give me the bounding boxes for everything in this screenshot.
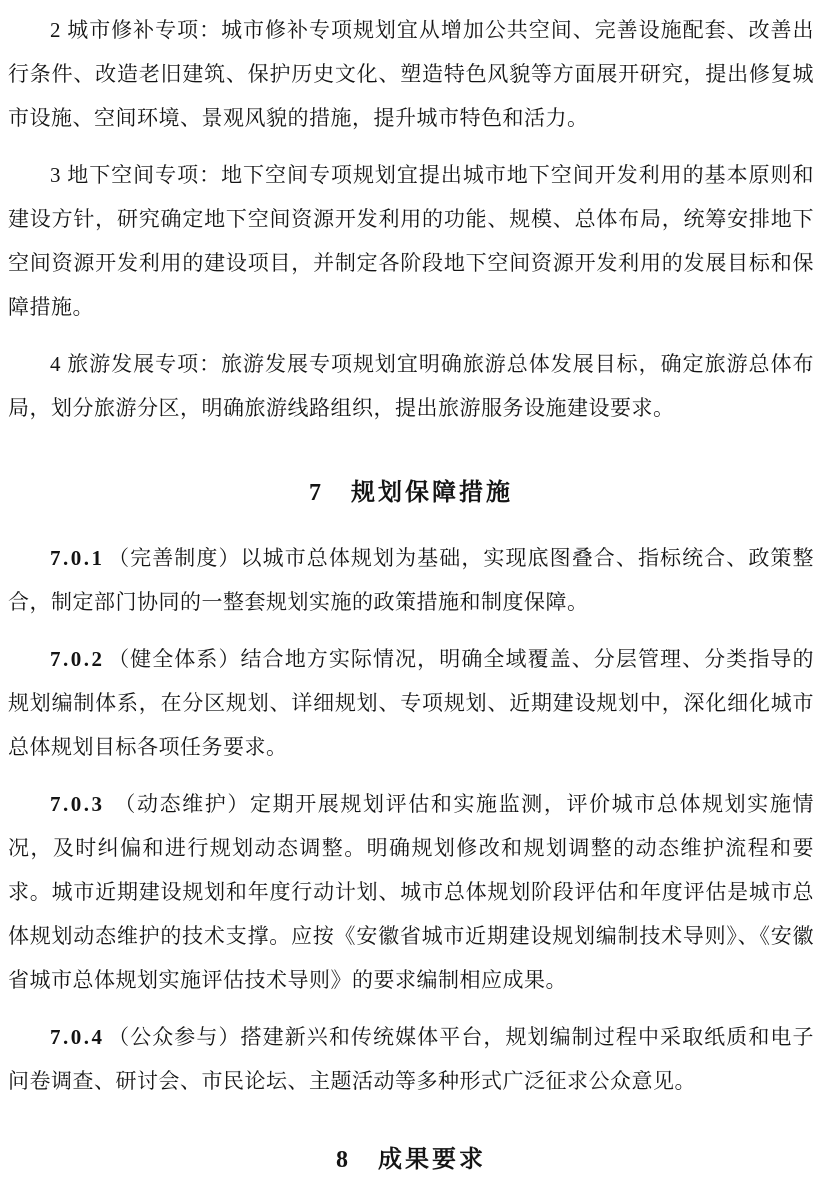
clause-7-0-3-text: （动态维护）定期开展规划评估和实施监测，评价城市总体规划实施情况，及时纠偏和进行规划动态调整。明确规划修改和规划调整的动态维护流程和要求。城市近期建设规划和年度行动计划、城市总体规划阶段评估和年度评估是城市总体规划动态维护的技术支撑。应按《安徽省城市近期建设规划编制技术导则》、《安徽省城市总体规划实施评估技术导则》的要求编制相应成果。 [8, 792, 814, 992]
clause-7-0-4-text: （公众参与）搭建新兴和传统媒体平台，规划编制过程中采取纸质和电子问卷调查、研讨会、市民论坛、主题活动等多种形式广泛征求公众意见。 [8, 1025, 814, 1093]
clause-7-0-2-text: （健全体系）结合地方实际情况，明确全域覆盖、分层管理、分类指导的规划编制体系，在分区规划、详细规划、专项规划、近期建设规划中，深化细化城市总体规划目标各项任务要求。 [8, 647, 814, 759]
paragraph-city-repair-special: 2 城市修补专项：城市修补专项规划宜从增加公共空间、完善设施配套、改善出行条件、改造老旧建筑、保护历史文化、塑造特色风貌等方面展开研究，提出修复城市设施、空间环境、景观风貌的措施，提升城市特色和活力。 [8, 18, 814, 130]
clause-7-0-4-number: 7.0.4 [50, 1025, 105, 1049]
clause-7-0-3-number: 7.0.3 [50, 792, 105, 816]
clause-7-0-4 [8, 1015, 814, 1103]
paragraph-underground-space-special: 3 地下空间专项：地下空间专项规划宜提出城市地下空间开发利用的基本原则和建设方针，研究确定地下空间资源开发利用的功能、规模、总体布局，统筹安排地下空间资源开发利用的建设项目，并制定各阶段地下空间资源开发利用的发展目标和保障措施。 [8, 163, 814, 319]
clause-7-0-1-number: 7.0.1 [50, 546, 105, 570]
clause-7-0-2-number: 7.0.2 [50, 647, 105, 671]
paragraph-tourism-development-special: 4 旅游发展专项：旅游发展专项规划宜明确旅游总体发展目标，确定旅游总体布局，划分旅游分区，明确旅游线路组织，提出旅游服务设施建设要求。 [8, 352, 814, 420]
heading-chapter-8-deliverable-requirements: 8 成果要求 [336, 1147, 486, 1173]
clause-7-0-1-text: （完善制度）以城市总体规划为基础，实现底图叠合、指标统合、政策整合，制定部门协同的一整套规划实施的政策措施和制度保障。 [8, 546, 814, 614]
clause-7-0-3 [8, 782, 814, 1002]
clause-7-0-1 [8, 536, 814, 624]
heading-chapter-7-planning-safeguards: 7 规划保障措施 [309, 480, 513, 506]
clause-7-0-2 [8, 637, 814, 769]
